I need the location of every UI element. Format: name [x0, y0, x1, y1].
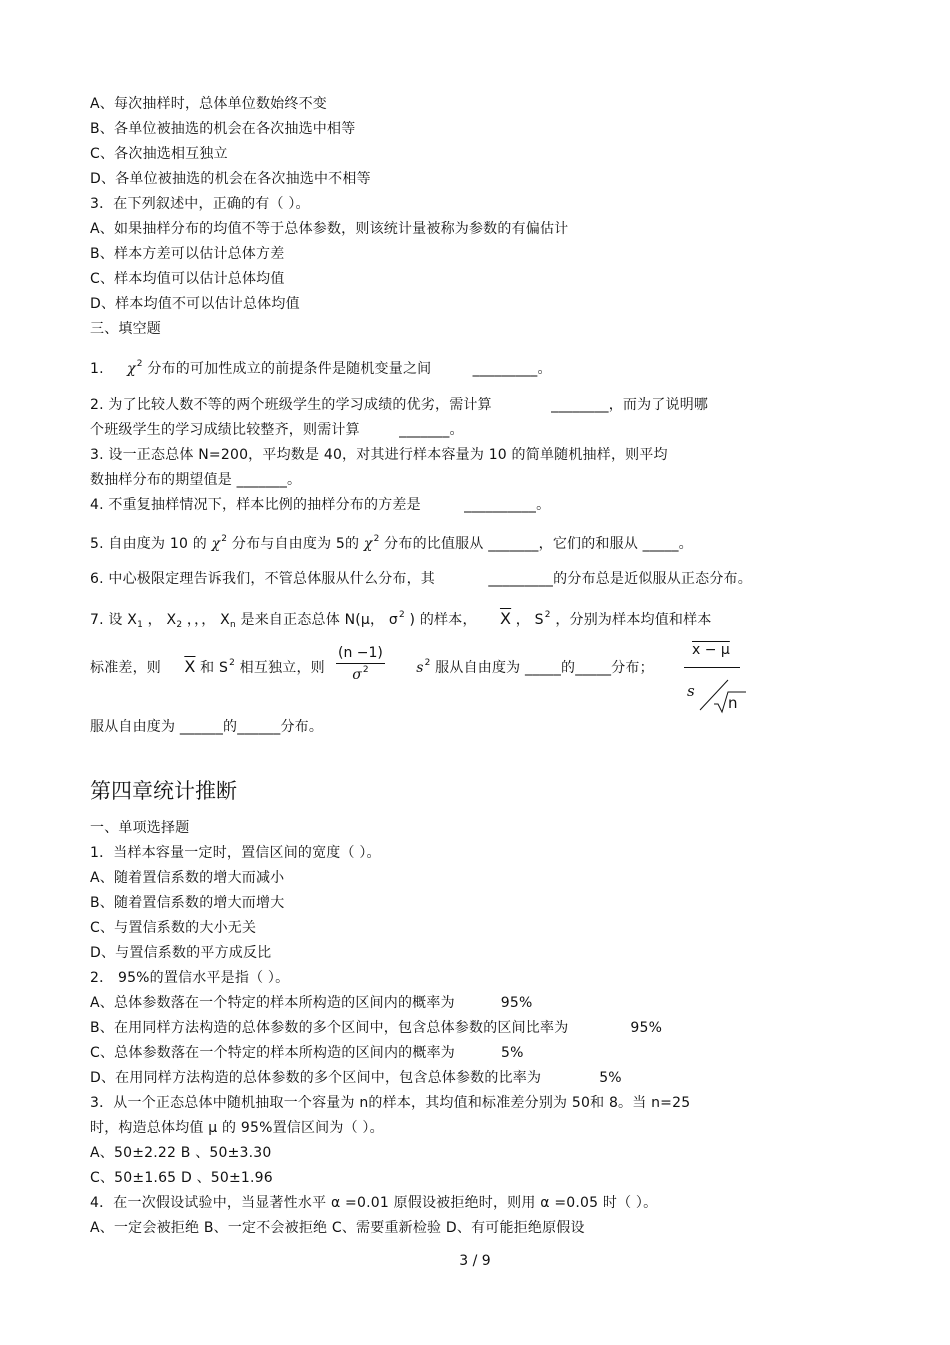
x-bar-symbol: $\overline{X}$: [499, 609, 512, 628]
ch4-q1-option-a: A、随着置信系数的增大而减小: [90, 870, 285, 886]
fill-blank-6: [90, 570, 752, 588]
ch4-q1-option-b: B、随着置信系数的增大而增大: [90, 895, 285, 911]
q3-option-b: B、样本方差可以估计总体方差: [90, 246, 285, 262]
chapter-title: 第四章统计推断: [90, 779, 237, 803]
question-3: 3．在下列叙述中，正确的有（ ）。: [90, 196, 310, 212]
fraction-n-minus-1-over-sigma-squared: [336, 645, 385, 683]
ch4-question-2: 2． 95%的置信水平是指（ ）。: [90, 970, 290, 986]
sigma-symbol: σ: [352, 667, 362, 683]
option-a-line: A、每次抽样时，总体单位数始终不变: [90, 96, 327, 112]
option-b-line: B、各单位被抽选的机会在各次抽选中相等: [90, 121, 356, 137]
option-value: 5%: [500, 1045, 524, 1061]
superscript: 2: [136, 359, 143, 369]
section-heading-fill-blank: 三、填空题: [90, 321, 161, 337]
x-bar-lower: x − μ: [692, 642, 730, 658]
option-text: A、总体参数落在一个特定的样本所构造的区间内的概率为: [90, 995, 455, 1011]
subscript-1: 1: [137, 620, 143, 630]
fill-blank-7-line-1: [90, 610, 712, 631]
option-text: D、在用同样方法构造的总体参数的多个区间中，包含总体参数的比率为: [90, 1070, 542, 1086]
s-symbol: s: [416, 660, 424, 676]
ch4-q1-option-d: D、与置信系数的平方成反比: [90, 945, 272, 961]
ch4-question-1: 1．当样本容量一定时，置信区间的宽度（ ）。: [90, 845, 381, 861]
fill-blank-3-line-1: 3. 设一正态总体 N=200，平均数是 40，对其进行样本容量为 10 的简单随机抽样，则平均: [90, 447, 668, 463]
n-symbol: n: [728, 694, 738, 712]
subscript-n: n: [229, 620, 236, 630]
superscript: 2: [229, 658, 236, 668]
ch4-q2-option-b: [90, 1019, 662, 1037]
fill-blank-2-line-2: [90, 421, 464, 439]
slash-and-sqrt-icon: [698, 674, 748, 714]
fb8-text-b: 和 S: [200, 660, 229, 676]
page-number: 3 / 9: [459, 1253, 491, 1269]
fill-blank-4: [90, 496, 550, 514]
ch4-q1-option-c: C、与置信系数的大小无关: [90, 920, 257, 936]
fb1-text: 分布的可加性成立的前提条件是随机变量之间: [147, 361, 432, 377]
fill-blank-1: [90, 360, 552, 380]
option-value: 95%: [630, 1020, 663, 1036]
fill-blank-3-line-2: 数抽样分布的期望值是 _______。: [90, 472, 302, 488]
ch4-question-3-line-1: 3．从一个正态总体中随机抽取一个容量为 n的样本，其均值和标准差分别为 50和 8。当 n=25: [90, 1095, 691, 1111]
fb1-number: 1.: [90, 361, 104, 377]
fb7-text-c: ，，， X: [186, 612, 230, 628]
fill-blank-5: [90, 535, 693, 555]
fb2-text-a: 2. 为了比较人数不等的两个班级学生的学习成绩的优劣，需计算: [90, 397, 492, 413]
fb2-text-b: 个班级学生的学习成绩比较整齐，则需计算: [90, 422, 360, 438]
fb7-text-e: ) 的样本，: [409, 612, 477, 628]
fb8-text-d: 服从自由度为 _____的_____分布；: [435, 660, 654, 676]
superscript: 2: [221, 534, 228, 544]
x-bar-symbol: $\overline{X}$: [184, 657, 196, 676]
option-value: 5%: [599, 1070, 622, 1086]
superscript: 2: [362, 665, 369, 675]
fill-blank-2-line-1: [90, 396, 708, 414]
chi-symbol: χ: [363, 536, 373, 552]
fb7-text-f: ， S: [515, 612, 544, 628]
option-value: 95%: [500, 995, 533, 1011]
chi-symbol: χ: [127, 361, 136, 377]
chi-symbol: χ: [211, 536, 221, 552]
fraction-t-statistic: [684, 642, 744, 714]
fb7-text-g: ，分别为样本均值和样本: [555, 612, 712, 628]
q3-option-c: C、样本均值可以估计总体均值: [90, 271, 285, 287]
fb7-text-a: 7. 设 X: [90, 612, 138, 628]
superscript: 2: [544, 610, 551, 620]
fb8-text-a: 标准差，则: [90, 660, 161, 676]
fb5-text-b: 分布与自由度为 5的: [231, 536, 360, 552]
ch4-q3-options-cd: C、50±1.65 D 、50±1.96: [90, 1170, 273, 1186]
ch4-q2-option-c: [90, 1044, 524, 1062]
ch4-q2-option-d: [90, 1069, 622, 1087]
fb7-text-b: ， X: [147, 612, 177, 628]
fb2-blank-a: ________，而为了说明哪: [551, 397, 709, 413]
superscript: 2: [398, 610, 405, 620]
fb1-blank: _________。: [472, 361, 552, 377]
ch4-q4-options: A、一定会被拒绝 B、一定不会被拒绝 C、需要重新检验 D、有可能拒绝原假设: [90, 1220, 585, 1236]
ch4-q3-options-ab: A、50±2.22 B 、50±3.30: [90, 1145, 272, 1161]
superscript: 2: [424, 658, 431, 668]
subscript-2: 2: [176, 620, 183, 630]
fraction-numerator: (n −1): [338, 645, 383, 661]
option-text: B、在用同样方法构造的总体参数的多个区间中，包含总体参数的区间比率为: [90, 1020, 569, 1036]
ch4-question-3-line-2: 时，构造总体均值 μ 的 95%置信区间为（ ）。: [90, 1120, 384, 1136]
fb6-text: 6. 中心极限定理告诉我们，不管总体服从什么分布，其: [90, 571, 436, 587]
fb6-blank: _________的分布总是近似服从正态分布。: [488, 571, 752, 587]
fb7-text-d: 是来自正态总体 N(μ， σ: [240, 612, 398, 628]
q3-option-d: D、样本均值不可以估计总体均值: [90, 296, 300, 312]
fb4-blank: __________。: [464, 497, 551, 513]
option-c-line: C、各次抽选相互独立: [90, 146, 228, 162]
superscript: 2: [373, 534, 380, 544]
fb2-blank-b: _______。: [399, 422, 464, 438]
ch4-question-4: 4．在一次假设试验中，当显著性水平 α =0.01 原假设被拒绝时，则用 α =0.05 时（ ）。: [90, 1195, 658, 1211]
option-text: C、总体参数落在一个特定的样本所构造的区间内的概率为: [90, 1045, 455, 1061]
fill-blank-7-line-3: 服从自由度为 ______的______分布。: [90, 719, 324, 735]
q3-option-a: A、如果抽样分布的均值不等于总体参数，则该统计量被称为参数的有偏估计: [90, 221, 569, 237]
fb8-text-c: 相互独立，则: [239, 660, 325, 676]
fraction-denominator: [352, 664, 368, 683]
fraction-bar: [684, 667, 740, 668]
s-symbol: s: [687, 682, 695, 700]
fb5-text-c: 分布的比值服从 _______，它们的和服从 _____。: [384, 536, 693, 552]
fb5-text-a: 5. 自由度为 10 的: [90, 536, 207, 552]
fb4-text: 4. 不重复抽样情况下，样本比例的抽样分布的方差是: [90, 497, 421, 513]
ch4-q2-option-a: [90, 994, 533, 1012]
section-heading-single-choice: 一、单项选择题: [90, 820, 190, 836]
option-d-line: D、各单位被抽选的机会在各次抽选中不相等: [90, 171, 371, 187]
